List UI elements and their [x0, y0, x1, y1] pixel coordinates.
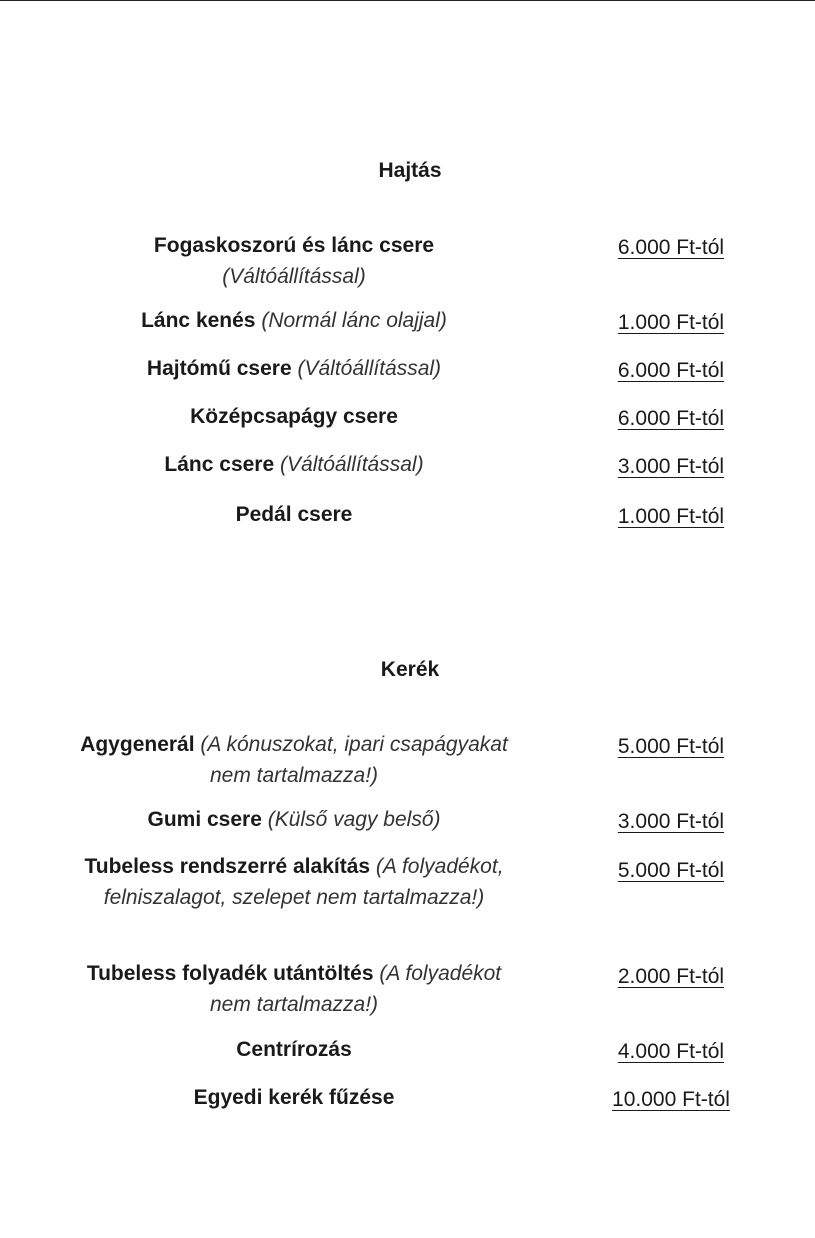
service-name: Lánc kenés: [141, 309, 256, 332]
service-kozepcsapagy-csere: [70, 401, 518, 432]
service-agygeneral: [70, 729, 518, 791]
service-note: (Váltóállítással): [297, 357, 442, 380]
service-name: Agygenerál: [80, 733, 195, 756]
service-note: (Külső vagy belső): [267, 808, 441, 831]
section-title-kerek: Kerék: [380, 658, 440, 681]
price-gumi-csere: 3.000 Ft-tól: [617, 810, 725, 833]
service-note: (Váltóállítással): [222, 265, 366, 288]
service-note: (A folyadékot, felniszalagot, szelepet nem tartalmazza!): [103, 855, 504, 909]
service-centrirozas: [70, 1034, 518, 1065]
section-title-hajtas: Hajtás: [378, 159, 442, 182]
service-lanc-csere: [70, 449, 518, 480]
service-tubeless-utantoltes: [70, 958, 518, 1020]
service-name: Egyedi kerék fűzése: [193, 1086, 395, 1109]
service-note: (A folyadékot nem tartalmazza!): [209, 962, 502, 1016]
service-name: Középcsapágy csere: [190, 405, 398, 428]
price-kozepcsapagy-csere: 6.000 Ft-tól: [617, 407, 725, 430]
price-fogaskoszoru: 6.000 Ft-tól: [617, 236, 725, 259]
price-lanc-kenes: 1.000 Ft-tól: [617, 311, 725, 334]
service-name: Fogaskoszorú és lánc csere: [153, 234, 435, 257]
service-fogaskoszoru: [70, 230, 518, 292]
price-centrirozas: 4.000 Ft-tól: [617, 1040, 725, 1063]
price-pedal-csere: 1.000 Ft-tól: [617, 505, 725, 528]
service-lanc-kenes: [70, 305, 518, 336]
service-gumi-csere: [70, 804, 518, 835]
service-hajtomu-csere: [70, 353, 518, 384]
price-agygeneral: 5.000 Ft-tól: [617, 735, 725, 758]
service-name: Centrírozás: [236, 1038, 352, 1061]
service-name: Pedál csere: [235, 503, 353, 526]
service-name: Tubeless rendszerré alakítás: [84, 855, 371, 878]
service-pedal-csere: [70, 499, 518, 530]
service-name: Gumi csere: [147, 808, 262, 831]
price-lanc-csere: 3.000 Ft-tól: [617, 455, 725, 478]
service-note: (A kónuszokat, ipari csapágyakat nem tartalmazza!): [200, 733, 508, 787]
service-egyedi-kerek: [70, 1082, 518, 1113]
top-border-line: [0, 0, 815, 1]
price-tubeless-utantoltes: 2.000 Ft-tól: [617, 965, 725, 988]
service-note: (Normál lánc olajjal): [261, 309, 447, 332]
service-name: Tubeless folyadék utántöltés: [86, 962, 374, 985]
service-name: Lánc csere: [164, 453, 275, 476]
service-name: Hajtómű csere: [146, 357, 292, 380]
price-tubeless-alakitas: 5.000 Ft-tól: [617, 859, 725, 882]
price-hajtomu-csere: 6.000 Ft-tól: [617, 359, 725, 382]
service-note: (Váltóállítással): [280, 453, 424, 476]
price-egyedi-kerek: 10.000 Ft-tól: [612, 1088, 730, 1111]
service-tubeless-alakitas: [62, 851, 526, 913]
